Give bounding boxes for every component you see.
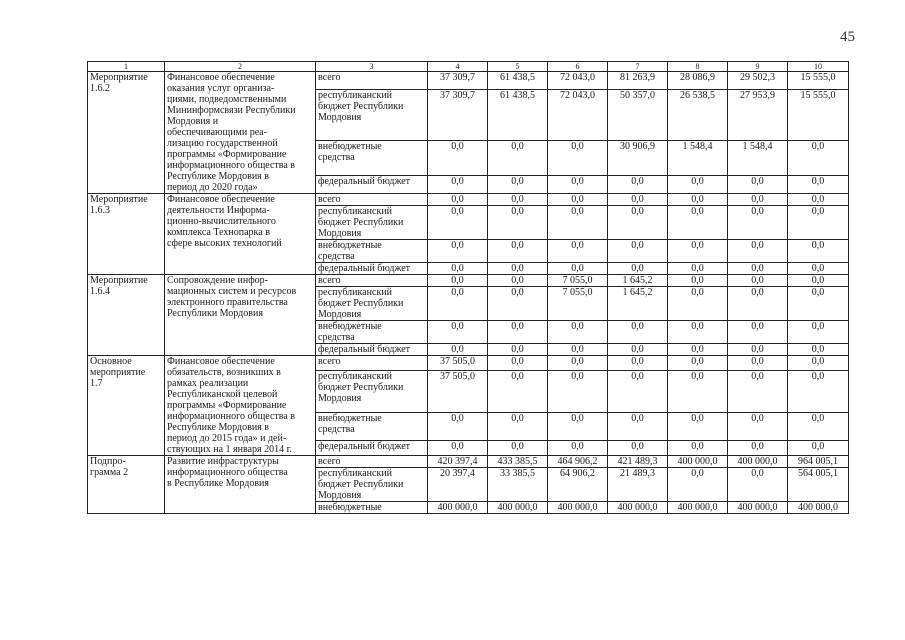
- column-number-cell: 1: [88, 62, 165, 72]
- amount-cell: 37 505,0: [428, 356, 488, 371]
- item-code-line: 1.6.2: [90, 83, 110, 94]
- funding-source-line: Мордовия: [318, 392, 362, 404]
- amount-cell: 0,0: [668, 321, 728, 344]
- amount-cell: 0,0: [668, 412, 728, 440]
- amount-cell: 0,0: [488, 194, 548, 206]
- funding-source-line: федеральный бюджет: [318, 344, 411, 355]
- funding-source-line: средства: [318, 152, 355, 164]
- amount-cell: 0,0: [668, 468, 728, 502]
- amount-cell: 0,0: [788, 275, 849, 287]
- amount-cell: 0,0: [728, 263, 788, 275]
- column-number-cell: 2: [165, 62, 316, 72]
- amount-cell: 0,0: [488, 412, 548, 440]
- item-description-line: информационного общества: [167, 467, 288, 478]
- item-description-cell: [165, 72, 316, 194]
- item-description-line: электронного правительства: [167, 297, 288, 308]
- amount-cell: 0,0: [668, 263, 728, 275]
- amount-cell: 0,0: [668, 275, 728, 287]
- funding-source-cell: [316, 344, 428, 356]
- table-row: [88, 72, 849, 90]
- amount-cell: 0,0: [428, 321, 488, 344]
- item-description-line: комплекса Технопарка в: [167, 227, 270, 238]
- funding-source-cell: [316, 206, 428, 240]
- funding-source-line: всего: [318, 72, 341, 83]
- amount-cell: 0,0: [488, 275, 548, 287]
- amount-cell: 0,0: [668, 344, 728, 356]
- amount-cell: 420 397,4: [428, 456, 488, 468]
- item-code-line: Мероприятие: [90, 72, 148, 83]
- item-description-line: программы «Формирование: [167, 149, 287, 160]
- amount-cell: 0,0: [668, 356, 728, 371]
- funding-source-cell: [316, 502, 428, 514]
- item-description-line: Финансовое обеспечение: [167, 194, 275, 205]
- amount-cell: 0,0: [428, 240, 488, 263]
- amount-cell: 0,0: [728, 175, 788, 193]
- amount-cell: 400 000,0: [728, 502, 788, 514]
- item-code-line: Мероприятие: [90, 194, 148, 205]
- amount-cell: 0,0: [788, 370, 849, 412]
- amount-cell: 0,0: [488, 206, 548, 240]
- funding-source-line: внебюджетные: [318, 240, 382, 251]
- funding-source-cell: [316, 441, 428, 456]
- amount-cell: 26 538,5: [668, 90, 728, 141]
- amount-cell: 0,0: [728, 468, 788, 502]
- funding-source-line: всего: [318, 356, 341, 367]
- column-number-cell: 5: [488, 62, 548, 72]
- amount-cell: 0,0: [788, 175, 849, 193]
- table-row: [88, 275, 849, 287]
- funding-source-line: всего: [318, 194, 341, 205]
- funding-source-line: федеральный бюджет: [318, 175, 411, 187]
- funding-source-line: внебюджетные: [318, 412, 382, 424]
- amount-cell: 72 043,0: [548, 90, 608, 141]
- amount-cell: 0,0: [728, 356, 788, 371]
- item-description-line: период до 2015 года» и дей-: [167, 433, 287, 444]
- item-code-cell: [88, 194, 165, 275]
- item-code-line: Мероприятие: [90, 275, 148, 286]
- amount-cell: 0,0: [608, 441, 668, 456]
- funding-source-cell: [316, 175, 428, 193]
- amount-cell: 0,0: [428, 275, 488, 287]
- item-code-line: 1.6.3: [90, 205, 110, 216]
- amount-cell: 0,0: [488, 321, 548, 344]
- amount-cell: 81 263,9: [608, 72, 668, 90]
- funding-source-line: бюджет Республики: [318, 479, 404, 490]
- budget-table: [87, 61, 849, 514]
- amount-cell: 29 502,3: [728, 72, 788, 90]
- amount-cell: 0,0: [668, 175, 728, 193]
- amount-cell: 0,0: [548, 321, 608, 344]
- amount-cell: 7 055,0: [548, 287, 608, 321]
- amount-cell: 0,0: [728, 194, 788, 206]
- amount-cell: 0,0: [668, 194, 728, 206]
- amount-cell: 37 505,0: [428, 370, 488, 412]
- amount-cell: 0,0: [788, 412, 849, 440]
- item-code-line: 1.7: [90, 378, 103, 389]
- amount-cell: 0,0: [608, 206, 668, 240]
- funding-source-line: средства: [318, 332, 355, 343]
- funding-source-line: федеральный бюджет: [318, 263, 411, 274]
- amount-cell: 0,0: [548, 441, 608, 456]
- item-description-line: Республиканской целевой: [167, 389, 278, 400]
- amount-cell: 0,0: [608, 344, 668, 356]
- item-description-line: обязательств, возникших в: [167, 367, 281, 378]
- amount-cell: 0,0: [788, 141, 849, 176]
- amount-cell: 400 000,0: [488, 502, 548, 514]
- amount-cell: 0,0: [488, 287, 548, 321]
- amount-cell: 0,0: [428, 441, 488, 456]
- amount-cell: 1 645,2: [608, 287, 668, 321]
- amount-cell: 0,0: [548, 194, 608, 206]
- item-description-line: Мордовия и: [167, 116, 219, 127]
- item-description-line: деятельности Информа-: [167, 205, 270, 216]
- amount-cell: 400 000,0: [668, 456, 728, 468]
- amount-cell: 0,0: [728, 344, 788, 356]
- column-number-cell: 8: [668, 62, 728, 72]
- table-body: [88, 62, 849, 514]
- funding-source-cell: [316, 194, 428, 206]
- funding-source-line: внебюджетные: [318, 321, 382, 332]
- funding-source-line: Мордовия: [318, 309, 362, 320]
- item-description-line: мационных систем и ресурсов: [167, 286, 297, 297]
- funding-source-line: бюджет Республики: [318, 101, 404, 113]
- amount-cell: 0,0: [608, 175, 668, 193]
- amount-cell: 0,0: [668, 441, 728, 456]
- amount-cell: 0,0: [728, 206, 788, 240]
- funding-source-cell: [316, 356, 428, 371]
- amount-cell: 0,0: [608, 356, 668, 371]
- amount-cell: 0,0: [548, 344, 608, 356]
- amount-cell: 37 309,7: [428, 90, 488, 141]
- amount-cell: 433 385,5: [488, 456, 548, 468]
- amount-cell: 0,0: [488, 344, 548, 356]
- amount-cell: 64 906,2: [548, 468, 608, 502]
- amount-cell: 0,0: [548, 263, 608, 275]
- amount-cell: 0,0: [608, 412, 668, 440]
- funding-source-cell: [316, 287, 428, 321]
- amount-cell: 0,0: [548, 141, 608, 176]
- item-code-line: мероприятие: [90, 367, 146, 378]
- amount-cell: 0,0: [788, 287, 849, 321]
- item-description-line: информационного общества в: [167, 160, 296, 171]
- item-description-line: Развитие инфраструктуры: [167, 456, 279, 467]
- amount-cell: 0,0: [488, 175, 548, 193]
- funding-source-line: внебюджетные: [318, 502, 382, 513]
- funding-source-cell: [316, 468, 428, 502]
- amount-cell: 0,0: [488, 370, 548, 412]
- amount-cell: 0,0: [608, 194, 668, 206]
- column-number-row: [88, 62, 849, 72]
- amount-cell: 0,0: [728, 287, 788, 321]
- amount-cell: 0,0: [668, 287, 728, 321]
- amount-cell: 0,0: [548, 240, 608, 263]
- amount-cell: 0,0: [548, 356, 608, 371]
- funding-source-line: средства: [318, 251, 355, 262]
- amount-cell: 0,0: [488, 240, 548, 263]
- amount-cell: 50 357,0: [608, 90, 668, 141]
- amount-cell: 400 000,0: [428, 502, 488, 514]
- funding-source-line: всего: [318, 275, 341, 286]
- amount-cell: 0,0: [788, 321, 849, 344]
- amount-cell: 7 055,0: [548, 275, 608, 287]
- amount-cell: 0,0: [488, 441, 548, 456]
- amount-cell: 72 043,0: [548, 72, 608, 90]
- item-description-cell: [165, 194, 316, 275]
- item-description-line: в Республике Мордовия: [167, 478, 269, 489]
- amount-cell: 0,0: [788, 344, 849, 356]
- amount-cell: 400 000,0: [668, 502, 728, 514]
- amount-cell: 0,0: [548, 206, 608, 240]
- amount-cell: 0,0: [728, 321, 788, 344]
- amount-cell: 61 438,5: [488, 72, 548, 90]
- item-description-line: обеспечивающими реа-: [167, 127, 268, 138]
- amount-cell: 0,0: [428, 175, 488, 193]
- amount-cell: 0,0: [608, 240, 668, 263]
- item-description-line: ствующих на 1 января 2014 г.: [167, 444, 293, 455]
- amount-cell: 27 953,9: [728, 90, 788, 141]
- funding-source-line: Мордовия: [318, 490, 362, 501]
- amount-cell: 421 489,3: [608, 456, 668, 468]
- item-code-cell: [88, 356, 165, 456]
- column-number-cell: 9: [728, 62, 788, 72]
- amount-cell: 30 906,9: [608, 141, 668, 176]
- amount-cell: 0,0: [788, 263, 849, 275]
- funding-source-cell: [316, 370, 428, 412]
- amount-cell: 0,0: [728, 441, 788, 456]
- funding-source-cell: [316, 72, 428, 90]
- item-description-line: Финансовое обеспечение: [167, 356, 275, 367]
- item-description-line: циями, подведомственными: [167, 94, 287, 105]
- item-description-line: период до 2020 года»: [167, 182, 258, 193]
- amount-cell: 0,0: [668, 370, 728, 412]
- amount-cell: 0,0: [548, 175, 608, 193]
- funding-source-cell: [316, 412, 428, 440]
- funding-source-line: бюджет Республики: [318, 381, 404, 393]
- amount-cell: 0,0: [668, 240, 728, 263]
- amount-cell: 0,0: [728, 370, 788, 412]
- amount-cell: 0,0: [488, 141, 548, 176]
- table-row: [88, 194, 849, 206]
- item-description-line: лизацию государственной: [167, 138, 278, 149]
- item-description-cell: [165, 356, 316, 456]
- amount-cell: 0,0: [788, 240, 849, 263]
- item-description-line: Республике Мордовия в: [167, 422, 269, 433]
- item-code-line: Основное: [90, 356, 132, 367]
- item-code-cell: [88, 456, 165, 514]
- amount-cell: 0,0: [608, 321, 668, 344]
- item-description-line: Республики Мордовия: [167, 308, 263, 319]
- item-description-line: рамках реализации: [167, 378, 249, 389]
- item-description-line: Сопровождение инфор-: [167, 275, 269, 286]
- amount-cell: 0,0: [428, 141, 488, 176]
- amount-cell: 0,0: [728, 240, 788, 263]
- amount-cell: 20 397,4: [428, 468, 488, 502]
- funding-source-line: Мордовия: [318, 112, 362, 124]
- amount-cell: 1 645,2: [608, 275, 668, 287]
- item-description-line: Финансовое обеспечение: [167, 72, 275, 83]
- funding-source-line: республиканский: [318, 468, 393, 479]
- amount-cell: 0,0: [428, 287, 488, 321]
- funding-source-line: республиканский: [318, 206, 393, 217]
- amount-cell: 0,0: [428, 263, 488, 275]
- funding-source-line: федеральный бюджет: [318, 441, 411, 453]
- amount-cell: 1 548,4: [728, 141, 788, 176]
- amount-cell: 15 555,0: [788, 90, 849, 141]
- item-description-line: ционно-вычислительного: [167, 216, 276, 227]
- funding-source-line: республиканский: [318, 90, 393, 102]
- item-code-line: грамма 2: [90, 467, 129, 478]
- amount-cell: 400 000,0: [728, 456, 788, 468]
- amount-cell: 400 000,0: [548, 502, 608, 514]
- amount-cell: 400 000,0: [788, 502, 849, 514]
- column-number-cell: 4: [428, 62, 488, 72]
- amount-cell: 564 005,1: [788, 468, 849, 502]
- amount-cell: 0,0: [428, 206, 488, 240]
- item-description-line: оказания услуг организа-: [167, 83, 275, 94]
- item-description-line: информационного общества в: [167, 411, 296, 422]
- funding-source-line: внебюджетные: [318, 141, 382, 153]
- funding-source-cell: [316, 263, 428, 275]
- amount-cell: 1 548,4: [668, 141, 728, 176]
- amount-cell: 0,0: [788, 206, 849, 240]
- amount-cell: 0,0: [728, 412, 788, 440]
- column-number-cell: 3: [316, 62, 428, 72]
- amount-cell: 0,0: [728, 275, 788, 287]
- funding-source-line: средства: [318, 423, 355, 435]
- funding-source-cell: [316, 456, 428, 468]
- item-code-cell: [88, 72, 165, 194]
- column-number-cell: 7: [608, 62, 668, 72]
- column-number-cell: 6: [548, 62, 608, 72]
- amount-cell: 21 489,3: [608, 468, 668, 502]
- amount-cell: 37 309,7: [428, 72, 488, 90]
- amount-cell: 400 000,0: [608, 502, 668, 514]
- amount-cell: 0,0: [608, 370, 668, 412]
- amount-cell: 964 005,1: [788, 456, 849, 468]
- amount-cell: 61 438,5: [488, 90, 548, 141]
- item-description-cell: [165, 456, 316, 514]
- funding-source-line: республиканский: [318, 370, 393, 382]
- funding-source-line: всего: [318, 456, 341, 467]
- amount-cell: 0,0: [488, 356, 548, 371]
- funding-source-cell: [316, 141, 428, 176]
- amount-cell: 0,0: [428, 194, 488, 206]
- item-code-line: Подпро-: [90, 456, 126, 467]
- amount-cell: 464 906,2: [548, 456, 608, 468]
- amount-cell: 0,0: [428, 412, 488, 440]
- amount-cell: 0,0: [608, 263, 668, 275]
- column-number-cell: 10: [788, 62, 849, 72]
- item-description-cell: [165, 275, 316, 356]
- funding-source-cell: [316, 321, 428, 344]
- funding-source-line: бюджет Республики: [318, 298, 404, 309]
- amount-cell: 33 385,5: [488, 468, 548, 502]
- amount-cell: 0,0: [788, 356, 849, 371]
- item-code-line: 1.6.4: [90, 286, 110, 297]
- amount-cell: 0,0: [788, 441, 849, 456]
- amount-cell: 28 086,9: [668, 72, 728, 90]
- funding-source-line: республиканский: [318, 287, 393, 298]
- item-description-line: сфере высоких технологий: [167, 238, 282, 249]
- funding-source-cell: [316, 90, 428, 141]
- amount-cell: 0,0: [788, 194, 849, 206]
- amount-cell: 0,0: [488, 263, 548, 275]
- table-row: [88, 456, 849, 468]
- item-description-line: Республике Мордовия в: [167, 171, 269, 182]
- page-number: 45: [840, 29, 855, 45]
- amount-cell: 15 555,0: [788, 72, 849, 90]
- item-code-cell: [88, 275, 165, 356]
- item-description-line: Мининформсвязи Республики: [167, 105, 296, 116]
- amount-cell: 0,0: [668, 206, 728, 240]
- funding-source-line: Мордовия: [318, 228, 362, 239]
- item-description-line: программы «Формирование: [167, 400, 287, 411]
- amount-cell: 0,0: [548, 370, 608, 412]
- funding-source-cell: [316, 275, 428, 287]
- amount-cell: 0,0: [548, 412, 608, 440]
- funding-source-cell: [316, 240, 428, 263]
- funding-source-line: бюджет Республики: [318, 217, 404, 228]
- amount-cell: 0,0: [428, 344, 488, 356]
- table-row: [88, 356, 849, 371]
